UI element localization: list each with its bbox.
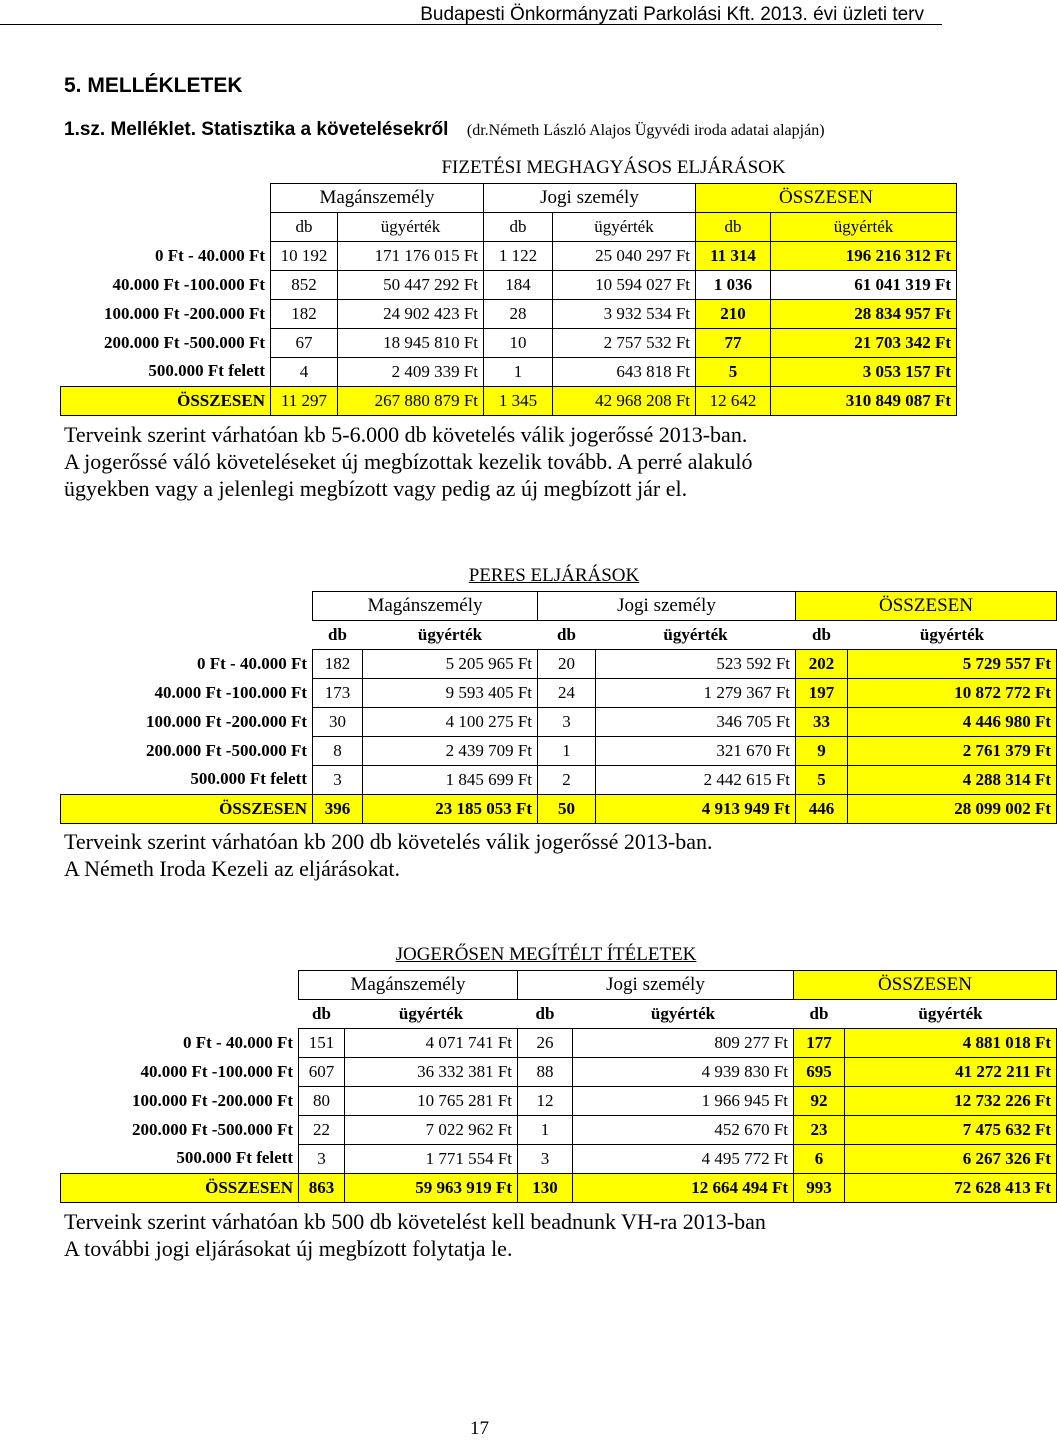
group-header: ÖSSZESEN <box>794 970 1057 999</box>
cell: 523 592 Ft <box>596 649 796 678</box>
cell: 2 761 379 Ft <box>848 736 1057 765</box>
cell: 77 <box>696 328 771 357</box>
page-header <box>0 0 942 25</box>
row-label: 0 Ft - 40.000 Ft <box>196 653 307 673</box>
cell: 28 834 957 Ft <box>771 299 957 328</box>
row-label: 500.000 Ft felett <box>190 769 307 789</box>
total-row <box>61 794 1057 823</box>
cell: 643 818 Ft <box>553 357 696 386</box>
total-cell: 72 628 413 Ft <box>845 1173 1057 1202</box>
cell: 12 <box>518 1086 573 1115</box>
group-header: Magánszemély <box>271 183 484 212</box>
note-lawsuits <box>64 828 713 882</box>
row-label: 100.000 Ft -200.000 Ft <box>103 303 265 323</box>
cell: 1 122 <box>484 241 553 270</box>
cell: 452 670 Ft <box>573 1115 794 1144</box>
cell: 3 932 534 Ft <box>553 299 696 328</box>
table-row <box>61 1057 1057 1086</box>
total-cell: 28 099 002 Ft <box>848 794 1057 823</box>
note-line: ügyekben vagy a jelenlegi megbízott vagy pedig az új megbízott jár el. <box>64 476 688 501</box>
table-lawsuits <box>60 562 1057 824</box>
header-text: Budapesti Önkormányzati Parkolási Kft. 2013. évi üzleti terv <box>420 4 924 25</box>
cell: 11 314 <box>696 241 771 270</box>
table-row <box>61 1115 1057 1144</box>
table-title: FIZETÉSI MEGHAGYÁSOS ELJÁRÁSOK <box>441 157 786 179</box>
table-row <box>61 707 1057 736</box>
cell: 5 729 557 Ft <box>848 649 1057 678</box>
cell: 196 216 312 Ft <box>771 241 957 270</box>
total-label: ÖSSZESEN <box>61 794 313 823</box>
table-row <box>61 1086 1057 1115</box>
cell: 1 845 699 Ft <box>363 765 538 794</box>
cell: 5 205 965 Ft <box>363 649 538 678</box>
total-cell: 993 <box>794 1173 845 1202</box>
cell: 184 <box>484 270 553 299</box>
total-row <box>61 1173 1057 1202</box>
column-header: ügyérték <box>398 1003 464 1023</box>
note-line: Terveink szerint várhatóan kb 5-6.000 db követelés válik jogerőssé 2013-ban. <box>64 422 748 447</box>
table-final-judgments <box>60 941 1057 1203</box>
column-header: ügyérték <box>663 624 728 644</box>
row-label: 40.000 Ft -100.000 Ft <box>140 1061 293 1081</box>
row-label: 200.000 Ft -500.000 Ft <box>131 1119 293 1139</box>
note-line: Terveink szerint várhatóan kb 200 db követelés válik jogerőssé 2013-ban. <box>64 829 713 854</box>
column-header: db <box>328 624 347 644</box>
row-label: 100.000 Ft -200.000 Ft <box>131 1090 293 1110</box>
note-final-judgments <box>64 1208 766 1262</box>
cell: 3 <box>518 1144 573 1173</box>
cell: 6 <box>794 1144 845 1173</box>
cell: 92 <box>794 1086 845 1115</box>
cell: 171 176 015 Ft <box>338 241 484 270</box>
group-header: Jogi személy <box>538 591 796 620</box>
row-label: 40.000 Ft -100.000 Ft <box>154 682 307 702</box>
group-header: ÖSSZESEN <box>796 591 1057 620</box>
cell: 182 <box>271 299 338 328</box>
cell: 202 <box>796 649 848 678</box>
note-payment-orders <box>64 421 753 502</box>
cell: 7 475 632 Ft <box>845 1115 1057 1144</box>
cell: 210 <box>696 299 771 328</box>
cell: 151 <box>299 1028 345 1057</box>
cell: 26 <box>518 1028 573 1057</box>
table-title: JOGERŐSEN MEGÍTÉLT ÍTÉLETEK <box>395 944 697 966</box>
column-header: ügyérték <box>919 624 985 644</box>
cell: 3 053 157 Ft <box>771 357 957 386</box>
row-label: 0 Ft - 40.000 Ft <box>182 1032 293 1052</box>
cell: 3 <box>313 765 363 794</box>
cell: 80 <box>299 1086 345 1115</box>
total-cell: 11 297 <box>271 386 338 415</box>
total-cell: 310 849 087 Ft <box>771 386 957 415</box>
cell: 28 <box>484 299 553 328</box>
column-header: db <box>484 212 553 241</box>
group-header: ÖSSZESEN <box>696 183 957 212</box>
table-row <box>61 649 1057 678</box>
cell: 4 495 772 Ft <box>573 1144 794 1173</box>
column-header: db <box>696 212 771 241</box>
cell: 607 <box>299 1057 345 1086</box>
group-header: Jogi személy <box>484 183 696 212</box>
total-label: ÖSSZESEN <box>61 1173 299 1202</box>
row-label: 0 Ft - 40.000 Ft <box>154 245 265 265</box>
cell: 23 <box>794 1115 845 1144</box>
column-header: ügyérték <box>417 624 483 644</box>
cell: 10 594 027 Ft <box>553 270 696 299</box>
note-line: A további jogi eljárásokat új megbízott folytatja le. <box>64 1236 513 1261</box>
group-header: Jogi személy <box>518 970 794 999</box>
column-header: db <box>809 1003 829 1023</box>
table-payment-orders <box>60 154 957 416</box>
cell: 182 <box>313 649 363 678</box>
column-header: db <box>557 624 576 644</box>
table-row <box>61 765 1057 794</box>
total-cell: 267 880 879 Ft <box>338 386 484 415</box>
cell: 6 267 326 Ft <box>845 1144 1057 1173</box>
table-row <box>61 1144 1057 1173</box>
cell: 346 705 Ft <box>596 707 796 736</box>
note-line: A Németh Iroda Kezeli az eljárásokat. <box>64 856 400 881</box>
cell: 2 409 339 Ft <box>338 357 484 386</box>
group-header: Magánszemély <box>299 970 518 999</box>
total-cell: 396 <box>313 794 363 823</box>
cell: 5 <box>796 765 848 794</box>
page-number: 17 <box>470 1418 489 1439</box>
cell: 2 <box>538 765 596 794</box>
total-cell: 23 185 053 Ft <box>363 794 538 823</box>
cell: 24 <box>538 678 596 707</box>
cell: 197 <box>796 678 848 707</box>
cell: 61 041 319 Ft <box>771 270 957 299</box>
column-header: db <box>312 1003 331 1023</box>
total-cell: 4 913 949 Ft <box>596 794 796 823</box>
cell: 1 966 945 Ft <box>573 1086 794 1115</box>
cell: 25 040 297 Ft <box>553 241 696 270</box>
cell: 4 <box>271 357 338 386</box>
annex-source: (dr.Németh László Alajos Ügyvédi iroda adatai alapján) <box>466 122 825 139</box>
column-header: db <box>535 1003 555 1023</box>
cell: 88 <box>518 1057 573 1086</box>
group-header: Magánszemély <box>313 591 538 620</box>
row-label: 500.000 Ft felett <box>176 1148 293 1168</box>
table-row <box>61 736 1057 765</box>
table-row <box>61 357 957 386</box>
total-cell: 59 963 919 Ft <box>345 1173 518 1202</box>
row-label: 500.000 Ft felett <box>148 361 265 381</box>
cell: 4 446 980 Ft <box>848 707 1057 736</box>
total-cell: 446 <box>796 794 848 823</box>
total-cell: 50 <box>538 794 596 823</box>
cell: 1 279 367 Ft <box>596 678 796 707</box>
cell: 8 <box>313 736 363 765</box>
column-header: db <box>812 624 831 644</box>
table-row <box>61 1028 1057 1057</box>
cell: 67 <box>271 328 338 357</box>
cell: 1 036 <box>696 270 771 299</box>
row-label: 40.000 Ft -100.000 Ft <box>112 274 265 294</box>
cell: 33 <box>796 707 848 736</box>
annex-heading <box>64 119 825 141</box>
cell: 852 <box>271 270 338 299</box>
column-header: db <box>271 212 338 241</box>
total-cell: 12 642 <box>696 386 771 415</box>
cell: 173 <box>313 678 363 707</box>
total-cell: 863 <box>299 1173 345 1202</box>
cell: 3 <box>538 707 596 736</box>
table-title: PERES ELJÁRÁSOK <box>468 565 640 587</box>
note-line: A jogerőssé váló követeléseket új megbízottak kezelik tovább. A perré alakuló <box>64 449 753 474</box>
cell: 10 872 772 Ft <box>848 678 1057 707</box>
cell: 9 <box>796 736 848 765</box>
column-header: ügyérték <box>650 1003 716 1023</box>
cell: 36 332 381 Ft <box>345 1057 518 1086</box>
cell: 321 670 Ft <box>596 736 796 765</box>
total-label: ÖSSZESEN <box>61 386 271 415</box>
cell: 21 703 342 Ft <box>771 328 957 357</box>
cell: 2 439 709 Ft <box>363 736 538 765</box>
annex-title: 1.sz. Melléklet. Statisztika a követelésekről <box>64 119 449 140</box>
cell: 4 881 018 Ft <box>845 1028 1057 1057</box>
cell: 4 071 741 Ft <box>345 1028 518 1057</box>
cell: 5 <box>696 357 771 386</box>
cell: 50 447 292 Ft <box>338 270 484 299</box>
column-header: ügyérték <box>771 212 957 241</box>
cell: 695 <box>794 1057 845 1086</box>
column-header: ügyérték <box>918 1003 983 1023</box>
table-row <box>61 678 1057 707</box>
cell: 2 442 615 Ft <box>596 765 796 794</box>
cell: 22 <box>299 1115 345 1144</box>
table-row <box>61 241 957 270</box>
cell: 1 <box>538 736 596 765</box>
cell: 12 732 226 Ft <box>845 1086 1057 1115</box>
total-cell: 130 <box>518 1173 573 1202</box>
cell: 1 <box>484 357 553 386</box>
cell: 10 192 <box>271 241 338 270</box>
section-title: 5. MELLÉKLETEK <box>64 74 243 97</box>
cell: 1 <box>518 1115 573 1144</box>
cell: 18 945 810 Ft <box>338 328 484 357</box>
note-line: Terveink szerint várhatóan kb 500 db követelést kell beadnunk VH-ra 2013-ban <box>64 1209 766 1234</box>
column-header: ügyérték <box>553 212 696 241</box>
cell: 24 902 423 Ft <box>338 299 484 328</box>
cell: 1 771 554 Ft <box>345 1144 518 1173</box>
total-cell: 1 345 <box>484 386 553 415</box>
column-header: ügyérték <box>338 212 484 241</box>
cell: 4 100 275 Ft <box>363 707 538 736</box>
cell: 177 <box>794 1028 845 1057</box>
cell: 41 272 211 Ft <box>845 1057 1057 1086</box>
row-label: 200.000 Ft -500.000 Ft <box>103 332 265 352</box>
cell: 7 022 962 Ft <box>345 1115 518 1144</box>
cell: 4 288 314 Ft <box>848 765 1057 794</box>
cell: 809 277 Ft <box>573 1028 794 1057</box>
table-row <box>61 328 957 357</box>
table-row <box>61 270 957 299</box>
cell: 10 <box>484 328 553 357</box>
cell: 2 757 532 Ft <box>553 328 696 357</box>
cell: 10 765 281 Ft <box>345 1086 518 1115</box>
cell: 30 <box>313 707 363 736</box>
total-cell: 12 664 494 Ft <box>573 1173 794 1202</box>
table-row <box>61 299 957 328</box>
total-cell: 42 968 208 Ft <box>553 386 696 415</box>
cell: 4 939 830 Ft <box>573 1057 794 1086</box>
row-label: 200.000 Ft -500.000 Ft <box>145 740 307 760</box>
total-row <box>61 386 957 415</box>
cell: 9 593 405 Ft <box>363 678 538 707</box>
cell: 20 <box>538 649 596 678</box>
row-label: 100.000 Ft -200.000 Ft <box>145 711 307 731</box>
cell: 3 <box>299 1144 345 1173</box>
